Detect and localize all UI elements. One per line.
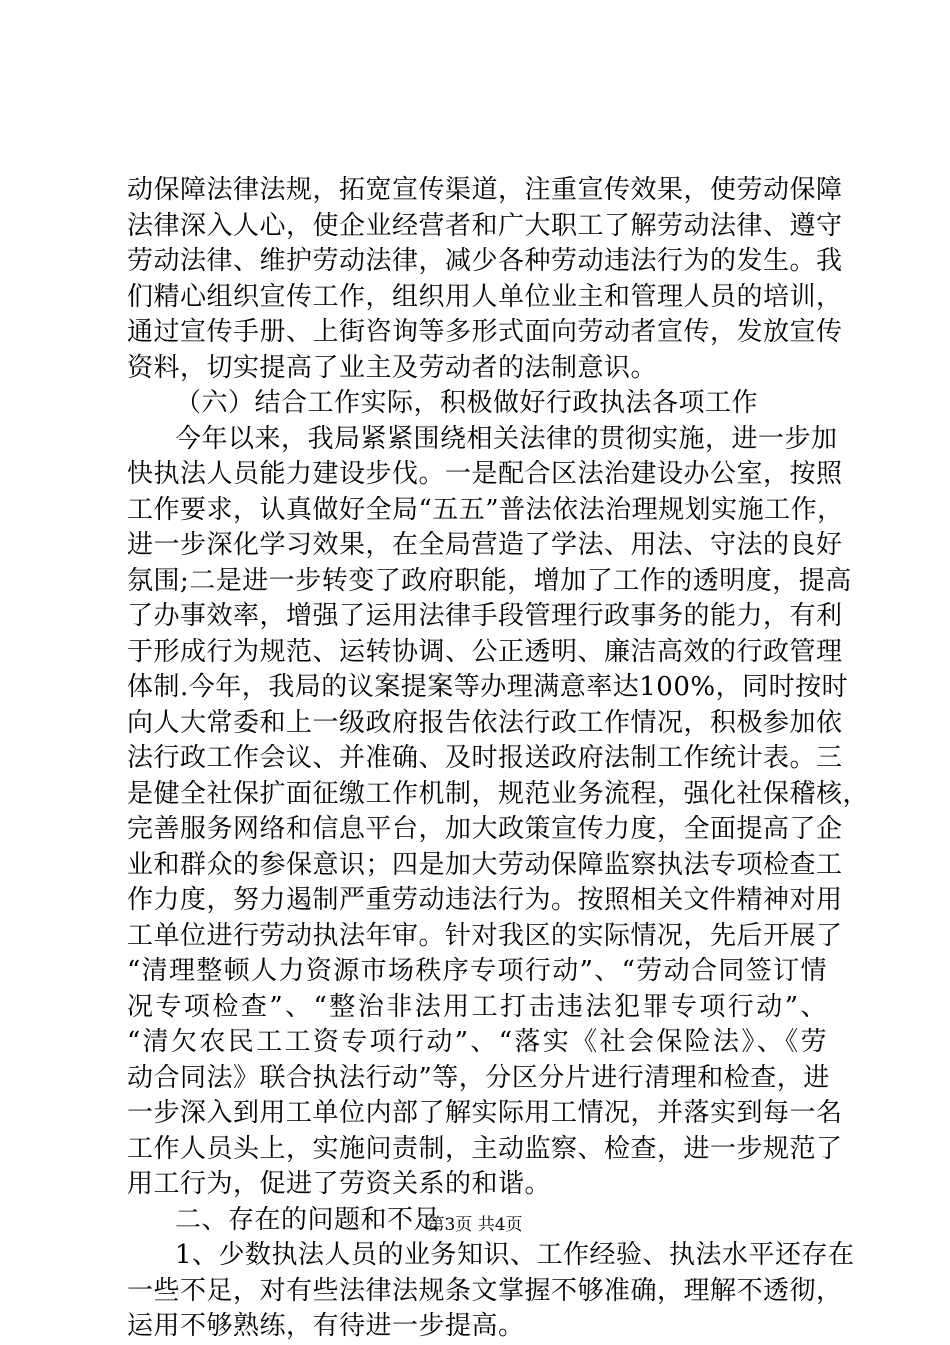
text-line: 劳动法律、维护劳动法律，减少各种劳动违法行为的发生。我 xyxy=(127,246,843,276)
text-line: 快执法人员能力建设步伐。一是配合区法治建设办公室，按照 xyxy=(127,459,843,489)
text-line: 完善服务网络和信息平台，加大政策宣传力度，全面提高了企 xyxy=(127,814,843,844)
text-line: 资料，切实提高了业主及劳动者的法制意识。 xyxy=(127,352,658,383)
text-line: 动保障法律法规，拓宽宣传渠道，注重宣传效果，使劳动保障 xyxy=(127,175,843,205)
text-line: 工作要求，认真做好全局“五五”普法依法治理规划实施工作， xyxy=(127,494,844,525)
text-line: 是健全社保扩面征缴工作机制，规范业务流程，强化社保稽核， xyxy=(127,778,870,809)
text-line: 运用不够熟练，有待进一步提高。 xyxy=(127,1311,525,1341)
text-line: 进一步深化学习效果，在全局营造了学法、用法、守法的良好 xyxy=(127,530,843,560)
text-line: 工作人员头上，实施问责制，主动监察、检查，进一步规范了 xyxy=(127,1133,843,1164)
text-line: 业和群众的参保意识；四是加大劳动保障监察执法专项检查工 xyxy=(127,849,843,880)
text-line: 法律深入人心，使企业经营者和广大职工了解劳动法律、遵守 xyxy=(127,210,843,241)
text-line: “清欠农民工工资专项行动”、“落实《社会保险法》、《劳 xyxy=(127,1027,827,1057)
text-line: “清理整顿人力资源市场秩序专项行动”、“劳动合同签订情 xyxy=(127,956,827,986)
text-line: 用工行为，促进了劳资关系的和谐。 xyxy=(127,1169,552,1199)
text-line: 了办事效率，增强了运用法律手段管理行政事务的能力，有利 xyxy=(127,601,843,631)
text-line: 体制.今年，我局的议案提案等办理满意率达100%，同时按时 xyxy=(127,672,849,702)
text-line: 1、少数执法人员的业务知识、工作经验、执法水平还存在 xyxy=(175,1240,855,1270)
text-line: 今年以来，我局紧紧围绕相关法律的贯彻实施，进一步加 xyxy=(175,423,838,454)
text-line: 通过宣传手册、上街咨询等多形式面向劳动者宣传，发放宣传 xyxy=(127,317,843,347)
text-line: 二、存在的问题和不足 xyxy=(175,1204,441,1235)
text-line: 于形成行为规范、运转协调、公正透明、廉洁高效的行政管理 xyxy=(127,636,843,667)
text-line: 动合同法》联合执法行动”等，分区分片进行清理和检查，进 xyxy=(127,1062,830,1093)
text-line: （六）结合工作实际，积极做好行政执法各项工作 xyxy=(175,388,759,418)
text-line: 工单位进行劳动执法年审。针对我区的实际情况，先后开展了 xyxy=(127,920,843,951)
document-body xyxy=(127,173,870,1345)
text-line: 一步深入到用工单位内部了解实际用工情况，并落实到每一名 xyxy=(127,1098,843,1128)
text-line: 一些不足，对有些法律法规条文掌握不够准确，理解不透彻， xyxy=(127,1275,843,1306)
text-line: 们精心组织宣传工作，组织用人单位业主和管理人员的培训， xyxy=(127,281,843,312)
text-line: 况专项检查”、“整治非法用工打击违法犯罪专项行动”、 xyxy=(127,991,827,1022)
text-line: 作力度，努力遏制严重劳动违法行为。按照相关文件精神对用 xyxy=(127,885,843,915)
text-line: 法行政工作会议、并准确、及时报送政府法制工作统计表。三 xyxy=(127,743,843,773)
text-line: 氛围;二是进一步转变了政府职能，增加了工作的透明度，提高 xyxy=(127,565,852,596)
page-footer: 第3页 共4页 xyxy=(427,1215,523,1235)
text-line: 向人大常委和上一级政府报告依法行政工作情况，积极参加依 xyxy=(127,707,843,738)
